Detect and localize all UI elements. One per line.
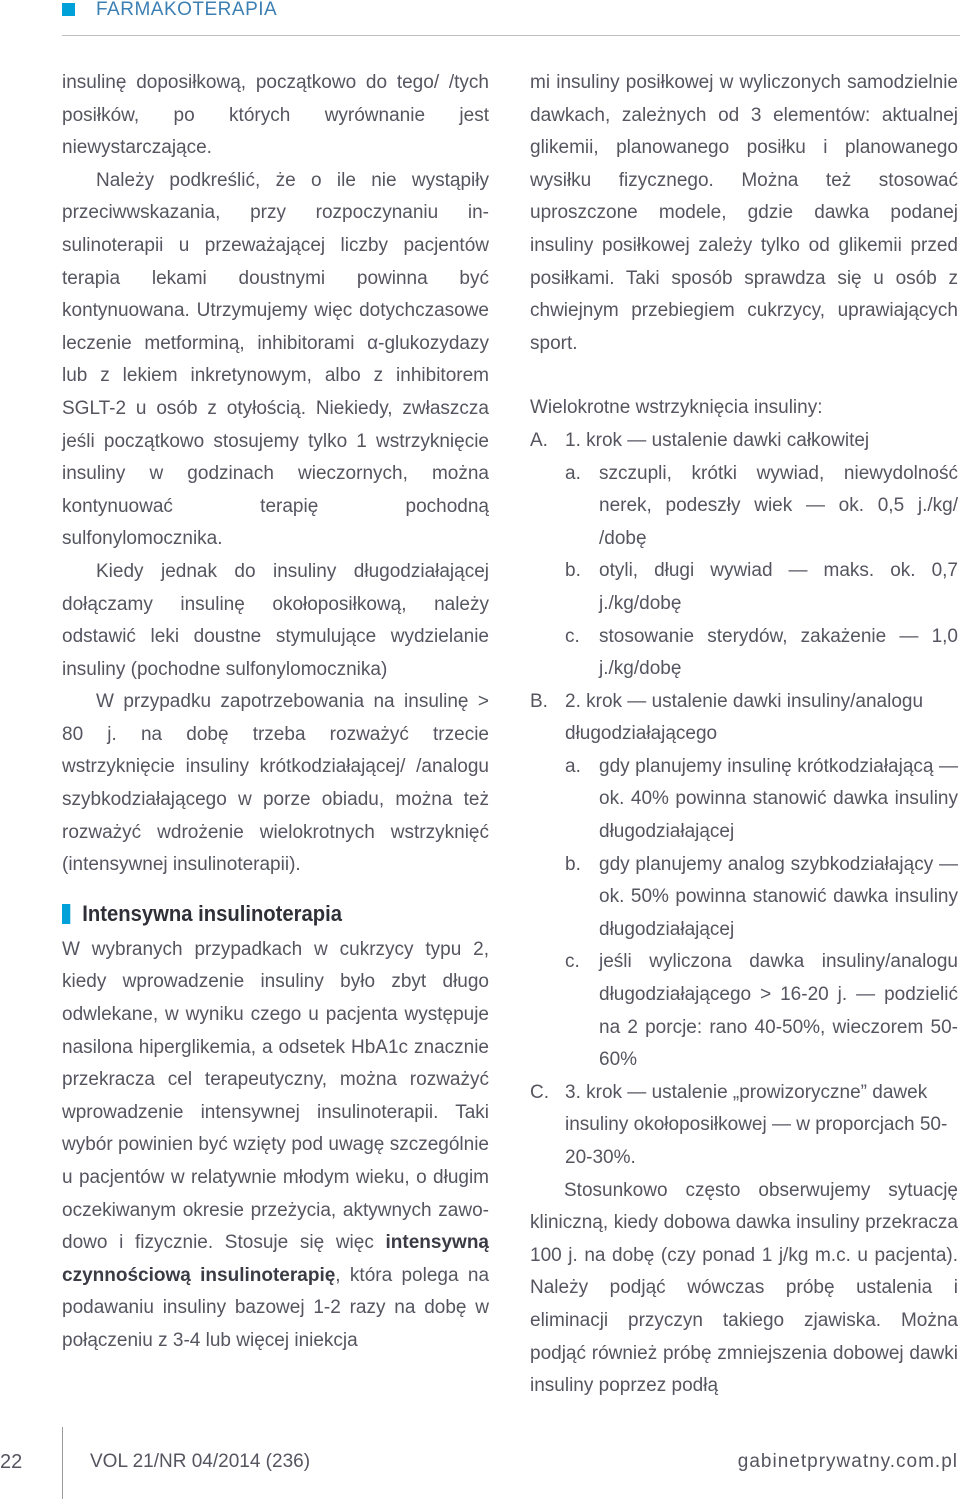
list-item-text: 1. krok — ustalenie dawki całkowitej [565, 429, 870, 451]
sub-list-marker: a. [565, 755, 581, 777]
left-paragraph-3: Kiedy jednak do insuliny długodziałającej dołączamy insulinę okołoposiłkową, należy odstawić leki doustne stymulujące wydzielanie insuliny (pochodne sulfonylomocznika) [62, 560, 489, 680]
sub-list-item [565, 621, 958, 686]
list-item-text: 2. krok — ustalenie dawki insuliny/analogu długodziałającego [565, 690, 924, 745]
right-paragraph-2: Stosunkowo często obserwujemy sytuację kliniczną, kiedy dobowa dawka insuliny przekracza 100 j. na dobę (czy ponad 1 j/kg m.c. u pacjenta). Należy podjąć wówczas próbę ustalenia i eliminacji przyczyn takiego zjawiska. Można podjąć również próbę zmniejszenia dobowej dawki insuliny poprzez podłą [530, 1179, 958, 1397]
footer-divider [62, 1427, 63, 1499]
page-number: 22 [0, 1451, 23, 1473]
list-marker: A. [530, 429, 548, 451]
list-item [530, 1077, 958, 1175]
heading-accent-bar [62, 904, 70, 924]
right-paragraph-1: mi insuliny posiłkowej w wyliczonych samodzielnie dawkach, zależnych od 3 elementów: aktualnej glikemii, planowanego posiłku i planowanego wysiłku fizycznego. Można też stosować uproszczone modele, gdzie dawka podanej insuliny posiłkowej zależy tylko od glikemii przed posiłkami. Taki sposób sprawdza się u osób z chwiejnym przebiegiem cukrzycy, uprawiających sport. [530, 72, 958, 354]
left-paragraph-2: Należy podkreślić, że o ile nie wystąpiły przeciwwskazania, przy rozpoczynaniu insulinoterapii u przeważającej liczby pacjentów terapia lekami doustnymi powinna być kontynuowana. Utrzymujemy więc dotychczasowe leczenie metforminą, inhibitorami α-glukozydazy lub z lekiem inkretynowym, albo z inhibitorem SGLT-2 u osób z otyłością. Niekiedy, zwłaszcza jeśli początkowo stosujemy tylko 1 wstrzyknięcie insuliny w godzinach wieczornych, można kontynuować terapię pochodną sulfonylomocznika. [62, 169, 489, 550]
right-column [530, 67, 958, 1403]
heading-text: Intensywna insulinoterapia [82, 900, 343, 926]
header-divider [62, 35, 960, 36]
list-marker: C. [530, 1081, 549, 1103]
left-paragraph-5 [62, 934, 489, 1358]
sub-list-item [565, 946, 958, 1076]
sub-list-text: stosowanie sterydów, zakażenie — 1,0 j./kg/dobę [599, 625, 958, 680]
list-item [530, 425, 958, 458]
sub-list-marker: c. [565, 951, 580, 973]
paragraph-5-text-a: W wybranych przypadkach w cukrzycy typu 2, kiedy wprowadzenie insuliny było zbyt długo odwlekane, w wyniku czego u pacjenta występuje nasilona hiperglikemia, a odsetek HbA1c znacznie przekracza cel terapeutyczny, można rozważyć wprowadzenie intensywnej insulinoterapii. Taki wybór powinien być wzięty pod uwagę szczególnie u pacjentów w relatywnie młodym wieku, o długim oczekiwanym okresie przeżycia, aktywnych zawodowo i fizycznie. Stosuje się więc [62, 938, 489, 1254]
sub-list-text: jeśli wyliczona dawka insuliny/analogu długodziałającego > 16-20 j. — podzielić na 2 porcje: rano 40-50%, wieczorem 50-60% [599, 951, 958, 1071]
list-item-text: 3. krok — ustalenie „prowizoryczne” dawek insuliny okołoposiłkowej — w proporcjach 50-20-30%. [565, 1081, 948, 1168]
header-accent-square [62, 3, 75, 16]
list-marker: B. [530, 690, 548, 712]
left-paragraph-4: W przypadku zapotrzebowania na insulinę > 80 j. na dobę trzeba rozważyć trzecie wstrzyknięcie insuliny krótkodziałającej/ /analogu szybkodziałającego w porze obiadu, można też rozważyć wdrożenie wielokrotnych wstrzyknięć (intensywnej insulinoterapii). [62, 691, 489, 876]
sub-list-marker: a. [565, 462, 581, 484]
section-label: FARMAKOTERAPIA [96, 0, 278, 20]
page-footer [0, 1427, 960, 1499]
sub-list-marker: c. [565, 625, 580, 647]
steps-list [530, 425, 958, 1175]
sub-list-marker: b. [565, 560, 581, 582]
list-title: Wielokrotne wstrzyknięcia insuliny: [530, 397, 823, 419]
sub-list-text: gdy planujemy insulinę krótkodziałającą — ok. 40% powinna stanowić dawka insuliny długodziałającej [599, 755, 958, 843]
left-paragraph-1: insulinę doposiłkową, początkowo do tego/ /tych posiłków, po których wyrównanie jest niewystarczające. [62, 72, 489, 159]
sub-list-item [565, 458, 958, 556]
sub-list-text: szczupli, krótki wywiad, niewydolność nerek, podeszły wiek — ok. 0,5 j./kg/ /dobę [599, 462, 958, 549]
running-header [62, 0, 960, 36]
sub-list-item [565, 751, 958, 849]
left-column [62, 67, 489, 1358]
list-item [530, 686, 958, 751]
sub-list-marker: b. [565, 853, 581, 875]
website-link[interactable]: gabinetprywatny.com.pl [737, 1451, 958, 1472]
sub-list-item [565, 555, 958, 620]
sub-list-item [565, 849, 958, 947]
journal-reference: VOL 21/NR 04/2014 (236) [90, 1451, 311, 1472]
section-heading [62, 898, 455, 930]
paragraph-5-emphasis: intensywną czynnościową insulinoterapię [62, 1232, 489, 1286]
sub-list-text: otyli, długi wywiad — maks. ok. 0,7 j./kg/dobę [599, 560, 958, 614]
paragraph-5-text-b: , która polega na podawaniu insuliny bazowej 1-2 razy na dobę w połączeniu z 3-4 lub więcej iniekcja [62, 1264, 490, 1351]
sub-list-text: gdy planujemy analog szybkodziałający — ok. 50% powinna stanowić dawka insuliny długodziałającej [599, 853, 958, 940]
